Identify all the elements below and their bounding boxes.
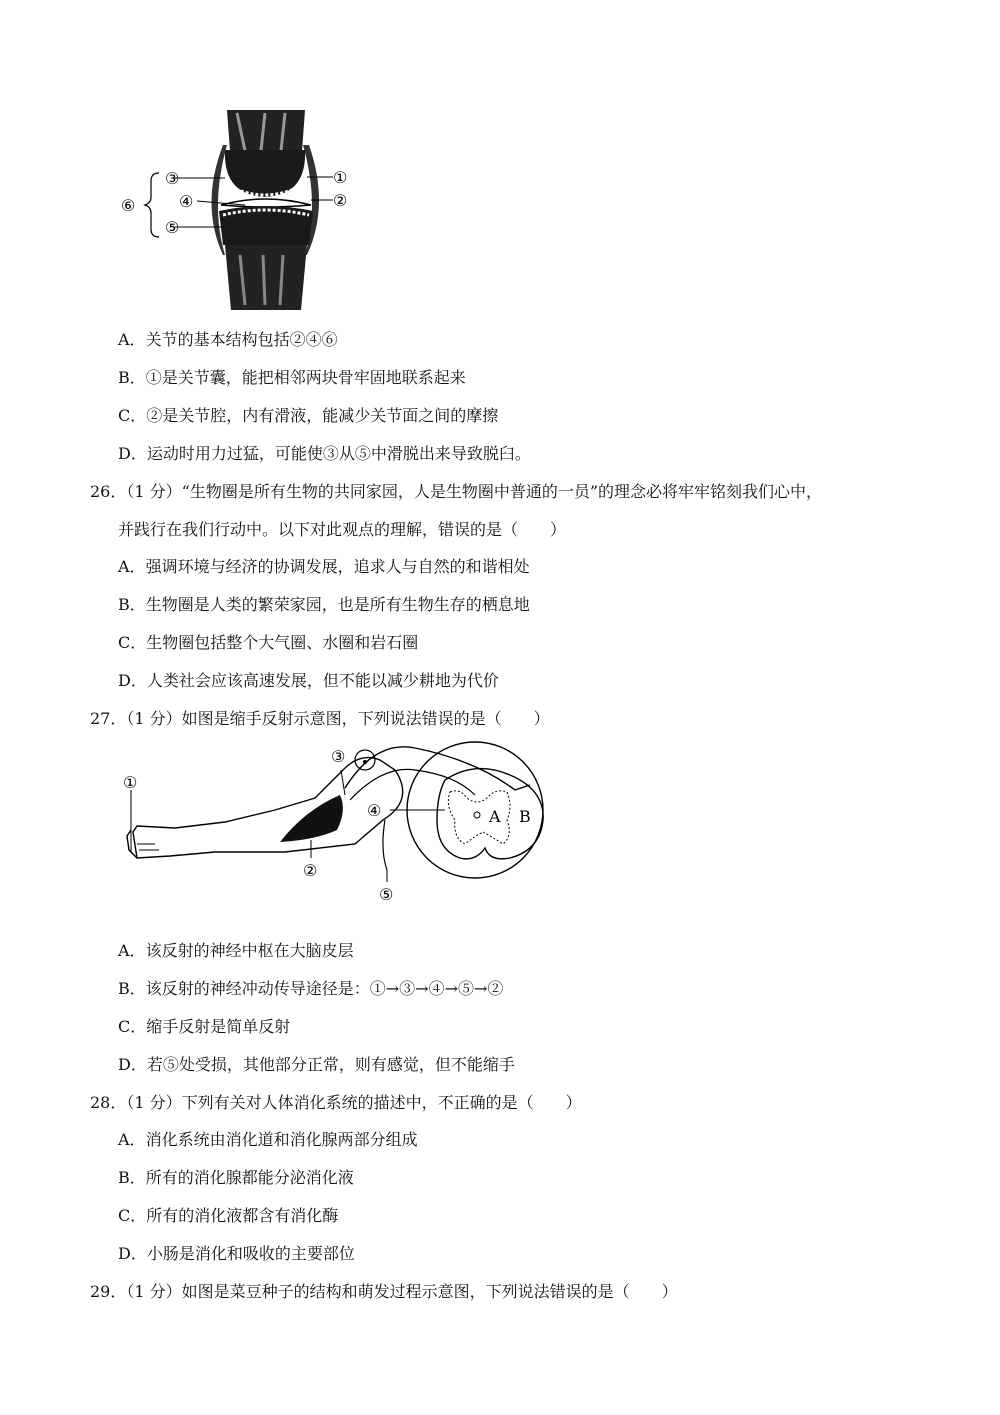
joint-label-2: ② <box>333 191 348 210</box>
reflex-label-5: ⑤ <box>379 885 394 904</box>
q26-stem: 26．（1 分）“生物圈是所有生物的共同家园，人是生物圈中普通的一员”的理念必将牢牢铭刻我们心中， <box>90 482 823 501</box>
reflex-label-2: ② <box>303 861 318 880</box>
q25-option-b: B．①是关节囊，能把相邻两块骨牢固地联系起来 <box>118 368 466 387</box>
q25-option-a: A．关节的基本结构包括②④⑥ <box>118 330 338 349</box>
q26-option-d: D．人类社会应该高速发展，但不能以减少耕地为代价 <box>118 671 499 690</box>
joint-label-1: ① <box>333 168 348 187</box>
q27-stem: 27．（1 分）如图是缩手反射示意图，下列说法错误的是（ ） <box>90 709 550 728</box>
q27-option-c: C．缩手反射是简单反射 <box>118 1017 291 1036</box>
q26-stem-cont: 并践行在我们行动中。以下对此观点的理解，错误的是（ ） <box>118 520 567 539</box>
spinal-label-a: A <box>489 807 501 826</box>
q28-stem: 28．（1 分）下列有关对人体消化系统的描述中，不正确的是（ ） <box>90 1093 582 1112</box>
q29-stem: 29．（1 分）如图是菜豆种子的结构和萌发过程示意图，下列说法错误的是（ ） <box>90 1282 678 1301</box>
q28-option-b: B．所有的消化腺都能分泌消化液 <box>118 1168 354 1187</box>
q28-option-c: C．所有的消化液都含有消化酶 <box>118 1206 339 1225</box>
q28-option-a: A．消化系统由消化道和消化腺两部分组成 <box>118 1130 418 1149</box>
reflex-label-4: ④ <box>367 801 382 820</box>
reflex-arc-diagram <box>115 740 565 910</box>
q25-option-d: D．运动时用力过猛，可能使③从⑤中滑脱出来导致脱臼。 <box>118 444 531 463</box>
q25-option-c: C．②是关节腔，内有滑液，能减少关节面之间的摩擦 <box>118 406 499 425</box>
joint-label-5: ⑤ <box>165 218 180 237</box>
reflex-label-1: ① <box>123 773 138 792</box>
q26-option-c: C．生物圈包括整个大气圈、水圈和岩石圈 <box>118 633 419 652</box>
joint-diagram <box>115 105 365 315</box>
q28-option-d: D．小肠是消化和吸收的主要部位 <box>118 1244 355 1263</box>
joint-label-4: ④ <box>179 192 194 211</box>
joint-label-6: ⑥ <box>121 196 136 215</box>
spinal-label-b: B <box>519 807 531 826</box>
reflex-label-3: ③ <box>331 747 346 766</box>
q26-option-a: A．强调环境与经济的协调发展，追求人与自然的和谐相处 <box>118 557 530 576</box>
q27-option-a: A．该反射的神经中枢在大脑皮层 <box>118 941 354 960</box>
q27-option-d: D．若⑤处受损，其他部分正常，则有感觉，但不能缩手 <box>118 1055 515 1074</box>
q26-option-b: B．生物圈是人类的繁荣家园，也是所有生物生存的栖息地 <box>118 595 530 614</box>
q27-option-b: B．该反射的神经冲动传导途径是：①→③→④→⑤→② <box>118 979 504 998</box>
joint-label-3: ③ <box>165 169 180 188</box>
